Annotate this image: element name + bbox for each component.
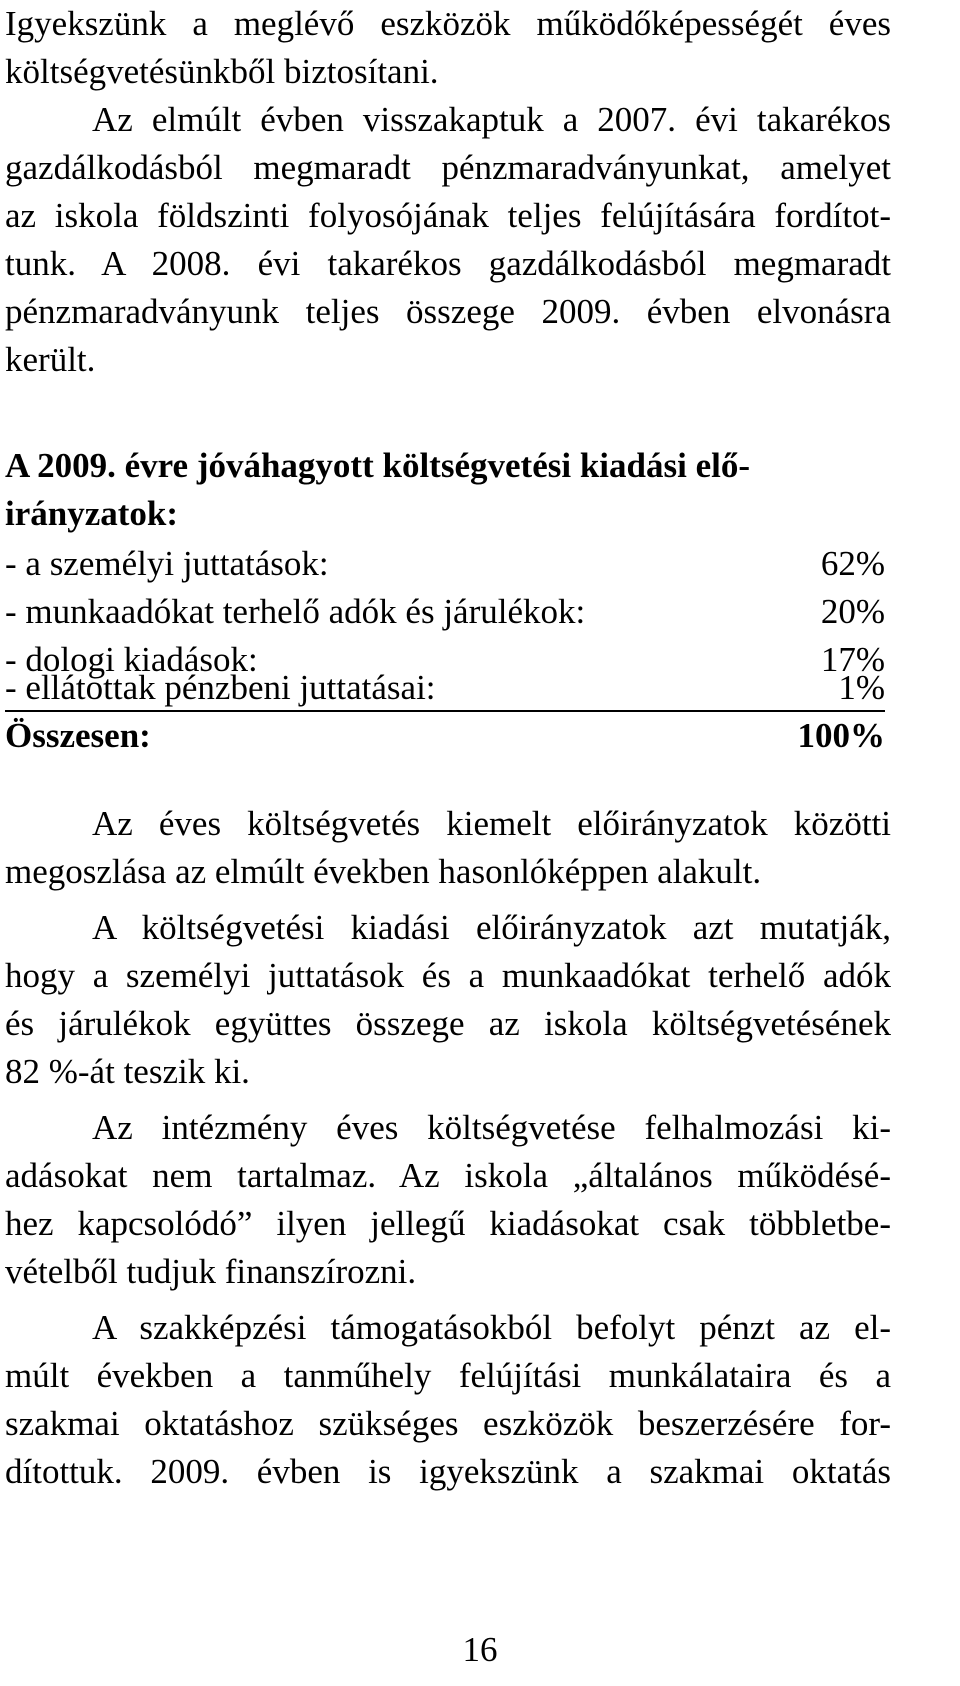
paragraph6-line-1: A szakképzési támogatásokból befolyt pénzt az el- [92,1308,891,1347]
paragraph2-line-4: tunk. A 2008. évi takarékos gazdálkodásból megmaradt [5,244,891,283]
budget-total-value: 100% [797,716,885,755]
paragraph2-line-3: az iskola földszinti folyosójának teljes felújítására fordítot- [5,196,891,235]
page-number: 16 [462,1630,498,1669]
paragraph6-line-3: szakmai oktatáshoz szükséges eszközök beszerzésére for- [5,1404,891,1443]
paragraph4-line-4: 82 %-át teszik ki. [5,1052,250,1091]
budget-item-label: - ellátottak pénzbeni juttatásai: [5,668,436,707]
budget-item-label: - dologi kiadások: [5,640,258,679]
paragraph6-line-2: múlt években a tanműhely felújítási munkálataira és a [5,1356,891,1395]
budget-item-benefits [5,664,885,712]
budget-item-value: 1% [838,668,885,707]
budget-item-value: 17% [820,640,885,679]
paragraph5-line-2: adásokat nem tartalmaz. Az iskola „általános működésé- [5,1156,891,1195]
paragraph2-line-1: Az elmúlt évben visszakaptuk a 2007. évi takarékos [92,100,891,139]
budget-total-label: Összesen: [5,716,151,755]
budget-item-label: - munkaadókat terhelő adók és járulékok: [5,592,586,631]
budget-item-value: 62% [820,544,885,583]
paragraph5-line-1: Az intézmény éves költségvetése felhalmozási ki- [92,1108,891,1147]
paragraph1-line-1: Igyekszünk a meglévő eszközök működőképességét éves [5,4,891,43]
budget-total [5,712,885,760]
paragraph3-line-2: megoszlása az elmúlt években hasonlóképpen alakult. [5,852,762,891]
paragraph2-line-2: gazdálkodásból megmaradt pénzmaradványunkat, amelyet [5,148,891,187]
paragraph5-line-4: vételből tudjuk finanszírozni. [5,1252,417,1291]
paragraph4-line-1: A költségvetési kiadási előirányzatok azt mutatják, [92,908,891,947]
paragraph6-line-4: dítottuk. 2009. évben is igyekszünk a szakmai oktatás [5,1452,891,1491]
budget-item-personal [5,540,885,588]
paragraph5-line-3: hez kapcsolódó” ilyen jellegű kiadásokat csak többletbe- [5,1204,891,1243]
paragraph2-line-6: került. [5,340,96,379]
paragraph2-line-5: pénzmaradványunk teljes összege 2009. évben elvonásra [5,292,891,331]
budget-item-contributions [5,588,885,636]
paragraph4-line-2: hogy a személyi juttatások és a munkaadókat terhelő adók [5,956,891,995]
paragraph3-line-1: Az éves költségvetés kiemelt előirányzatok közötti [92,804,891,843]
paragraph1-line-2: költségvetésünkből biztosítani. [5,52,439,91]
budget-item-value: 20% [820,592,885,631]
budget-item-label: - a személyi juttatások: [5,544,329,583]
paragraph4-line-3: és járulékok együttes összege az iskola költségvetésének [5,1004,891,1043]
budget-heading-line-1: A 2009. évre jóváhagyott költségvetési kiadási elő- [5,446,750,485]
budget-heading-line-2: irányzatok: [5,494,179,533]
